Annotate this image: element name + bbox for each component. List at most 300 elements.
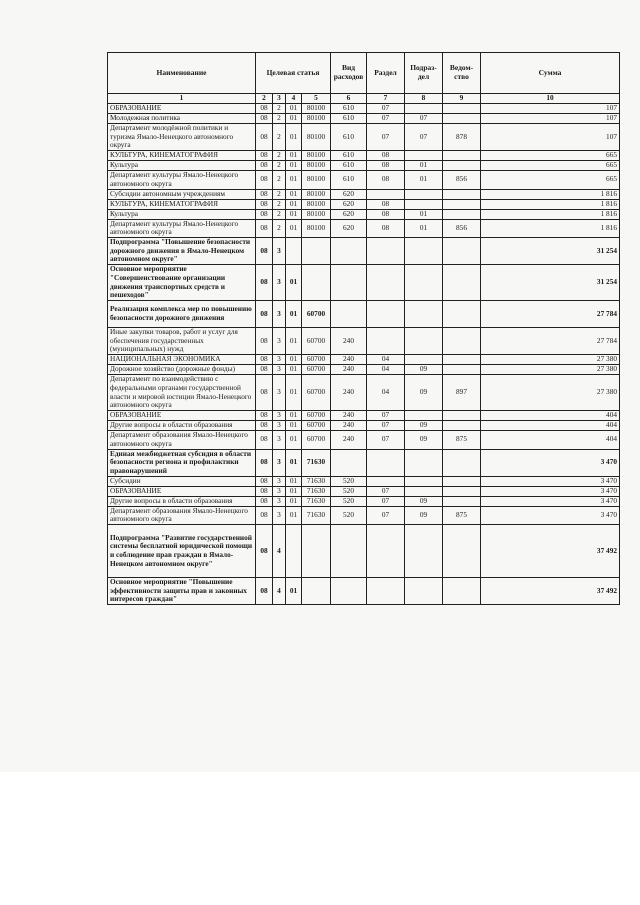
- row-code-a: 08: [256, 525, 273, 578]
- row-sum: 665: [481, 161, 620, 171]
- row-name: Департамент по взаимодействию с федеральными органами государственной власти и мировой юстиции Ямало-Ненецкого автономного округа: [108, 375, 256, 411]
- row-sum: 27 380: [481, 375, 620, 411]
- row-code-d: 80100: [302, 189, 331, 199]
- table-row: [108, 328, 620, 355]
- row-sum: 404: [481, 431, 620, 450]
- row-code-a: 08: [256, 199, 273, 209]
- row-department: [443, 151, 481, 161]
- row-code-b: 4: [273, 525, 286, 578]
- row-section: 07: [367, 124, 405, 151]
- row-sum: 1 816: [481, 189, 620, 199]
- row-name: Департамент образования Ямало-Ненецкого автономного округа: [108, 506, 256, 525]
- row-subsection: [405, 189, 443, 199]
- row-name: Молодежная политика: [108, 114, 256, 124]
- row-code-a: 08: [256, 238, 273, 265]
- row-code-c: 01: [286, 449, 302, 476]
- row-code-a: 08: [256, 151, 273, 161]
- row-expense-type: 520: [331, 476, 367, 486]
- row-sum: 107: [481, 114, 620, 124]
- row-section: [367, 525, 405, 578]
- row-expense-type: 620: [331, 189, 367, 199]
- row-subsection: [405, 476, 443, 486]
- row-sum: 1 816: [481, 219, 620, 238]
- row-code-d: 80100: [302, 199, 331, 209]
- row-sum: 37 492: [481, 525, 620, 578]
- table-row: [108, 171, 620, 190]
- row-expense-type: [331, 578, 367, 605]
- row-code-b: 3: [273, 265, 286, 301]
- row-expense-type: 520: [331, 496, 367, 506]
- row-department: [443, 209, 481, 219]
- row-section: 08: [367, 161, 405, 171]
- row-department: [443, 525, 481, 578]
- table-row: [108, 486, 620, 496]
- row-expense-type: [331, 301, 367, 328]
- row-code-d: 80100: [302, 104, 331, 114]
- row-code-c: 01: [286, 486, 302, 496]
- row-department: [443, 199, 481, 209]
- table-row: [108, 525, 620, 578]
- row-code-c: 01: [286, 375, 302, 411]
- header-name: Наименование: [108, 53, 256, 94]
- row-code-c: 01: [286, 104, 302, 114]
- row-department: [443, 476, 481, 486]
- row-name: Основное мероприятие "Повышение эффективности защиты прав и законных интересов граждан": [108, 578, 256, 605]
- row-code-a: 08: [256, 506, 273, 525]
- row-code-a: 08: [256, 328, 273, 355]
- row-code-b: 2: [273, 199, 286, 209]
- table-row: [108, 355, 620, 365]
- index-cell: 3: [273, 94, 286, 104]
- index-cell: 8: [405, 94, 443, 104]
- index-cell: 5: [302, 94, 331, 104]
- row-department: 856: [443, 219, 481, 238]
- row-code-d: 60700: [302, 355, 331, 365]
- row-name: ОБРАЗОВАНИЕ: [108, 486, 256, 496]
- row-department: [443, 189, 481, 199]
- row-subsection: [405, 238, 443, 265]
- row-expense-type: 240: [331, 375, 367, 411]
- header-row: [108, 53, 620, 94]
- row-subsection: 09: [405, 365, 443, 375]
- row-code-b: 3: [273, 506, 286, 525]
- row-department: [443, 265, 481, 301]
- row-section: 07: [367, 496, 405, 506]
- row-code-c: 01: [286, 219, 302, 238]
- index-cell: 4: [286, 94, 302, 104]
- row-expense-type: 610: [331, 124, 367, 151]
- row-code-a: 08: [256, 578, 273, 605]
- row-section: 08: [367, 171, 405, 190]
- row-expense-type: 610: [331, 151, 367, 161]
- table-row: [108, 375, 620, 411]
- row-department: [443, 411, 481, 421]
- row-name: Реализация комплекса мер по повышению безопасности дорожного движения: [108, 301, 256, 328]
- row-code-c: 01: [286, 496, 302, 506]
- row-code-a: 08: [256, 375, 273, 411]
- table-row: [108, 411, 620, 421]
- row-expense-type: 240: [331, 355, 367, 365]
- row-code-c: 01: [286, 209, 302, 219]
- row-code-d: 80100: [302, 124, 331, 151]
- row-code-a: 08: [256, 189, 273, 199]
- row-code-a: 08: [256, 411, 273, 421]
- row-code-b: 2: [273, 171, 286, 190]
- row-code-c: 01: [286, 328, 302, 355]
- row-expense-type: 620: [331, 219, 367, 238]
- row-code-b: 3: [273, 421, 286, 431]
- index-cell: 9: [443, 94, 481, 104]
- row-department: [443, 301, 481, 328]
- row-name: КУЛЬТУРА, КИНЕМАТОГРАФИЯ: [108, 199, 256, 209]
- row-section: 07: [367, 411, 405, 421]
- table-row: [108, 238, 620, 265]
- row-name: ОБРАЗОВАНИЕ: [108, 411, 256, 421]
- row-section: 07: [367, 431, 405, 450]
- row-code-b: 3: [273, 476, 286, 486]
- row-code-b: 2: [273, 219, 286, 238]
- row-sum: 37 492: [481, 578, 620, 605]
- row-section: [367, 189, 405, 199]
- row-sum: 404: [481, 421, 620, 431]
- row-name: Субсидии: [108, 476, 256, 486]
- row-section: 08: [367, 151, 405, 161]
- row-code-d: 71630: [302, 449, 331, 476]
- header-department: Ведом-ство: [443, 53, 481, 94]
- row-department: [443, 365, 481, 375]
- row-code-a: 08: [256, 114, 273, 124]
- row-code-b: 3: [273, 486, 286, 496]
- table-row: [108, 476, 620, 486]
- table-row: [108, 219, 620, 238]
- row-subsection: [405, 301, 443, 328]
- row-code-a: 08: [256, 365, 273, 375]
- row-code-c: 01: [286, 355, 302, 365]
- row-sum: 665: [481, 171, 620, 190]
- row-code-b: 2: [273, 151, 286, 161]
- row-department: [443, 486, 481, 496]
- table-row: [108, 449, 620, 476]
- row-code-c: 01: [286, 578, 302, 605]
- row-subsection: [405, 265, 443, 301]
- row-code-d: 71630: [302, 506, 331, 525]
- table-body: [108, 104, 620, 605]
- row-code-a: 08: [256, 124, 273, 151]
- row-code-a: 08: [256, 486, 273, 496]
- row-code-c: 01: [286, 189, 302, 199]
- row-section: 08: [367, 199, 405, 209]
- row-sum: 31 254: [481, 238, 620, 265]
- row-expense-type: 520: [331, 486, 367, 496]
- row-department: [443, 578, 481, 605]
- row-code-c: 01: [286, 476, 302, 486]
- row-code-c: 01: [286, 124, 302, 151]
- row-subsection: [405, 525, 443, 578]
- row-code-b: 3: [273, 411, 286, 421]
- row-subsection: 01: [405, 219, 443, 238]
- row-department: [443, 104, 481, 114]
- row-subsection: [405, 411, 443, 421]
- row-code-b: 3: [273, 449, 286, 476]
- row-department: [443, 238, 481, 265]
- index-cell: 1: [108, 94, 256, 104]
- index-row: [108, 94, 620, 104]
- row-name: Департамент образования Ямало-Ненецкого автономного округа: [108, 431, 256, 450]
- row-code-d: 80100: [302, 161, 331, 171]
- row-name: Департамент культуры Ямало-Ненецкого автономного округа: [108, 219, 256, 238]
- row-name: НАЦИОНАЛЬНАЯ ЭКОНОМИКА: [108, 355, 256, 365]
- row-code-c: 01: [286, 421, 302, 431]
- row-name: Другие вопросы в области образования: [108, 421, 256, 431]
- row-code-a: 08: [256, 449, 273, 476]
- row-name: Подпрограмма "Повышение безопасности дорожного движения в Ямало-Ненецком автономном округе": [108, 238, 256, 265]
- row-expense-type: 240: [331, 365, 367, 375]
- table-row: [108, 301, 620, 328]
- row-code-d: 80100: [302, 114, 331, 124]
- row-section: 04: [367, 375, 405, 411]
- row-code-c: 01: [286, 151, 302, 161]
- row-code-b: 2: [273, 114, 286, 124]
- row-code-a: 08: [256, 209, 273, 219]
- row-sum: 3 470: [481, 506, 620, 525]
- row-subsection: [405, 355, 443, 365]
- row-subsection: [405, 486, 443, 496]
- row-section: [367, 578, 405, 605]
- row-code-d: 60700: [302, 375, 331, 411]
- row-subsection: 09: [405, 431, 443, 450]
- header-expense-type: Вид расходов: [331, 53, 367, 94]
- row-sum: 3 470: [481, 496, 620, 506]
- row-department: [443, 328, 481, 355]
- row-code-c: 01: [286, 171, 302, 190]
- row-subsection: 01: [405, 171, 443, 190]
- table-row: [108, 199, 620, 209]
- header-sum: Сумма: [481, 53, 620, 94]
- row-code-b: 3: [273, 301, 286, 328]
- row-expense-type: 620: [331, 209, 367, 219]
- row-code-d: [302, 578, 331, 605]
- row-code-a: 08: [256, 301, 273, 328]
- row-name: Иные закупки товаров, работ и услуг для обеспечения государственных (муниципальных) нужд: [108, 328, 256, 355]
- row-subsection: 01: [405, 161, 443, 171]
- row-name: Департамент молодёжной политики и туризма Ямало-Ненецкого автономного округа: [108, 124, 256, 151]
- row-expense-type: 610: [331, 104, 367, 114]
- index-cell: 10: [481, 94, 620, 104]
- row-department: 856: [443, 171, 481, 190]
- row-code-c: 01: [286, 506, 302, 525]
- row-sum: 404: [481, 411, 620, 421]
- row-name: Департамент культуры Ямало-Ненецкого автономного округа: [108, 171, 256, 190]
- table-row: [108, 104, 620, 114]
- row-code-a: 08: [256, 355, 273, 365]
- row-section: 08: [367, 209, 405, 219]
- row-sum: 27 380: [481, 355, 620, 365]
- row-code-b: 2: [273, 161, 286, 171]
- row-code-c: [286, 525, 302, 578]
- row-expense-type: 240: [331, 411, 367, 421]
- row-department: 897: [443, 375, 481, 411]
- table-row: [108, 151, 620, 161]
- row-section: [367, 301, 405, 328]
- row-expense-type: [331, 238, 367, 265]
- row-code-d: 60700: [302, 431, 331, 450]
- row-code-c: 01: [286, 365, 302, 375]
- row-section: [367, 265, 405, 301]
- row-code-a: 08: [256, 171, 273, 190]
- row-section: [367, 476, 405, 486]
- row-name: ОБРАЗОВАНИЕ: [108, 104, 256, 114]
- row-department: 878: [443, 124, 481, 151]
- row-department: [443, 355, 481, 365]
- row-code-b: 2: [273, 209, 286, 219]
- row-name: КУЛЬТУРА, КИНЕМАТОГРАФИЯ: [108, 151, 256, 161]
- row-department: [443, 449, 481, 476]
- row-expense-type: 620: [331, 199, 367, 209]
- row-department: 875: [443, 506, 481, 525]
- table-row: [108, 365, 620, 375]
- row-sum: 107: [481, 124, 620, 151]
- table-row: [108, 209, 620, 219]
- row-sum: 27 784: [481, 328, 620, 355]
- header-section: Раздел: [367, 53, 405, 94]
- row-subsection: 07: [405, 124, 443, 151]
- row-sum: 3 470: [481, 449, 620, 476]
- row-code-c: 01: [286, 199, 302, 209]
- row-subsection: [405, 199, 443, 209]
- row-code-d: 71630: [302, 476, 331, 486]
- row-code-d: 80100: [302, 209, 331, 219]
- row-code-c: 01: [286, 265, 302, 301]
- row-expense-type: [331, 265, 367, 301]
- table-row: [108, 506, 620, 525]
- row-expense-type: 610: [331, 161, 367, 171]
- row-department: [443, 161, 481, 171]
- header-target: Целевая статья: [256, 53, 331, 94]
- row-sum: 3 470: [481, 486, 620, 496]
- row-code-d: 60700: [302, 411, 331, 421]
- row-code-a: 08: [256, 476, 273, 486]
- row-subsection: [405, 578, 443, 605]
- row-department: 875: [443, 431, 481, 450]
- row-code-d: 60700: [302, 301, 331, 328]
- row-code-d: [302, 265, 331, 301]
- row-subsection: 07: [405, 114, 443, 124]
- row-sum: 3 470: [481, 476, 620, 486]
- row-section: 08: [367, 219, 405, 238]
- row-sum: 1 816: [481, 209, 620, 219]
- table-row: [108, 161, 620, 171]
- row-code-c: [286, 238, 302, 265]
- row-department: [443, 496, 481, 506]
- row-expense-type: 240: [331, 431, 367, 450]
- row-sum: 27 380: [481, 365, 620, 375]
- row-subsection: 01: [405, 209, 443, 219]
- table-row: [108, 578, 620, 605]
- row-code-a: 08: [256, 104, 273, 114]
- row-code-d: 71630: [302, 496, 331, 506]
- row-code-d: 60700: [302, 328, 331, 355]
- row-subsection: 09: [405, 496, 443, 506]
- row-code-b: 2: [273, 124, 286, 151]
- row-section: 04: [367, 365, 405, 375]
- table-row: [108, 124, 620, 151]
- table-row: [108, 265, 620, 301]
- row-code-d: 80100: [302, 151, 331, 161]
- row-code-b: 3: [273, 365, 286, 375]
- row-section: [367, 238, 405, 265]
- row-section: 07: [367, 104, 405, 114]
- row-section: 07: [367, 114, 405, 124]
- row-code-c: 01: [286, 301, 302, 328]
- budget-table: [107, 52, 620, 605]
- row-section: 07: [367, 486, 405, 496]
- row-code-d: 80100: [302, 219, 331, 238]
- row-name: Субсидии автономным учреждениям: [108, 189, 256, 199]
- row-sum: 27 784: [481, 301, 620, 328]
- row-code-a: 08: [256, 265, 273, 301]
- row-name: Другие вопросы в области образования: [108, 496, 256, 506]
- row-subsection: [405, 328, 443, 355]
- row-name: Культура: [108, 161, 256, 171]
- table-row: [108, 496, 620, 506]
- row-subsection: 09: [405, 506, 443, 525]
- table-row: [108, 189, 620, 199]
- row-code-d: 60700: [302, 365, 331, 375]
- row-subsection: 09: [405, 375, 443, 411]
- row-code-c: 01: [286, 114, 302, 124]
- row-code-d: 60700: [302, 421, 331, 431]
- row-code-b: 4: [273, 578, 286, 605]
- row-department: [443, 114, 481, 124]
- row-code-d: [302, 238, 331, 265]
- row-expense-type: 610: [331, 114, 367, 124]
- row-sum: 1 816: [481, 199, 620, 209]
- row-code-d: [302, 525, 331, 578]
- row-expense-type: [331, 449, 367, 476]
- row-sum: 665: [481, 151, 620, 161]
- row-code-a: 08: [256, 431, 273, 450]
- row-section: [367, 449, 405, 476]
- row-code-b: 3: [273, 238, 286, 265]
- row-expense-type: 520: [331, 506, 367, 525]
- row-code-a: 08: [256, 421, 273, 431]
- row-name: Дорожное хозяйство (дорожные фонды): [108, 365, 256, 375]
- table-row: [108, 431, 620, 450]
- row-name: Единая межбюджетная субсидия в области безопасности региона и профилактики правонарушений: [108, 449, 256, 476]
- row-sum: 31 254: [481, 265, 620, 301]
- row-code-b: 3: [273, 375, 286, 411]
- row-code-b: 3: [273, 496, 286, 506]
- index-cell: 6: [331, 94, 367, 104]
- row-expense-type: 610: [331, 171, 367, 190]
- row-code-a: 08: [256, 496, 273, 506]
- row-code-d: 71630: [302, 486, 331, 496]
- row-code-b: 3: [273, 328, 286, 355]
- header-subsection: Подраз-дел: [405, 53, 443, 94]
- row-code-b: 3: [273, 355, 286, 365]
- row-expense-type: 240: [331, 421, 367, 431]
- row-code-c: 01: [286, 411, 302, 421]
- table-row: [108, 114, 620, 124]
- row-name: Основное мероприятие "Совершенствование организации движения транспортных средств и пешеходов": [108, 265, 256, 301]
- row-name: Подпрограмма "Развитие государственной системы бесплатной юридической помощи и соблюдение прав граждан в Ямало-Ненецком автономном округе": [108, 525, 256, 578]
- row-code-a: 08: [256, 219, 273, 238]
- row-section: [367, 328, 405, 355]
- row-code-c: 01: [286, 161, 302, 171]
- row-subsection: [405, 151, 443, 161]
- index-cell: 2: [256, 94, 273, 104]
- row-expense-type: 240: [331, 328, 367, 355]
